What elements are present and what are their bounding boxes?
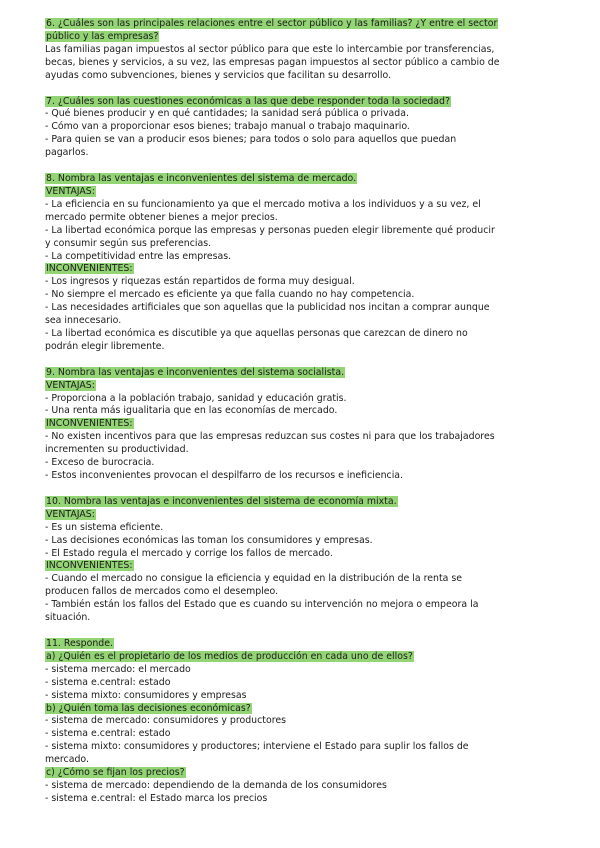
body-text-line: - No existen incentivos para que las empresas reduzcan sus costes ni para que los trabajadores <box>45 431 495 443</box>
highlight-text: VENTAJAS: <box>46 379 95 391</box>
highlighted-heading-line <box>45 638 553 651</box>
highlighted-heading-line <box>45 703 553 716</box>
question-section <box>45 638 553 806</box>
body-text-line: - sistema e.central: estado <box>45 676 171 688</box>
highlighted-heading-line <box>45 509 553 522</box>
body-text-line: - Para quien se van a producir esos bienes; para todos o solo para aquellos que puedan <box>45 134 457 146</box>
body-text-line: - La libertad económica es discutible ya que aquellas personas que carezcan de dinero no <box>45 327 468 339</box>
body-text-line: - Estos inconvenientes provocan el despilfarro de los recursos e ineficiencia. <box>45 470 404 481</box>
body-text-line: - sistema de mercado: dependiendo de la demanda de los consumidores <box>45 779 387 791</box>
body-text-line: - sistema mixto: consumidores y productores; interviene el Estado para suplir los fallos de <box>45 741 469 753</box>
body-text-line: - Proporciona a la población trabajo, sanidad y educación gratis. <box>45 392 347 404</box>
highlighted-heading-line <box>45 496 553 509</box>
body-text-line: becas, bienes y servicios, a su vez, las empresas pagan impuestos al sector público a cambio de <box>45 56 500 68</box>
body-text-line: sea innecesario. <box>45 315 122 327</box>
question-section <box>45 496 553 625</box>
question-section <box>45 18 553 83</box>
highlight-text: INCONVENIENTES: <box>46 263 133 275</box>
body-text-line: - La libertad económica porque las empresas y personas pueden elegir libremente qué producir <box>45 224 495 236</box>
highlight-text: VENTAJAS: <box>46 508 95 520</box>
body-text-line: - Una renta más igualitaria que en las economías de mercado. <box>45 405 338 417</box>
body-text-line: - sistema de mercado: consumidores y productores <box>45 715 286 727</box>
question-section <box>45 96 553 161</box>
body-text-line: - Los ingresos y riquezas están repartidos de forma muy desigual. <box>45 276 355 288</box>
highlighted-heading-line <box>45 186 553 199</box>
body-text-line: producen fallos de mercados como el desempleo. <box>45 586 279 598</box>
body-text-line: - La competitividad entre las empresas. <box>45 250 232 262</box>
highlight-text: b) ¿Quién toma las decisiones económicas? <box>46 702 251 714</box>
body-text-line: pagarlos. <box>45 147 89 159</box>
highlight-text: 10. Nombra las ventajas e inconvenientes del sistema de economía mixta. <box>46 495 397 507</box>
highlighted-heading-line <box>45 560 553 573</box>
body-text-line: - sistema e.central: estado <box>45 728 171 740</box>
highlighted-heading-line <box>45 380 553 393</box>
highlighted-heading-line <box>45 173 553 186</box>
body-text-line: y consumir según sus preferencias. <box>45 237 212 249</box>
highlight-text: a) ¿Quién es el propietario de los medios de producción en cada uno de ellos? <box>46 650 413 662</box>
highlighted-heading-line <box>45 18 553 31</box>
body-text-line: Las familias pagan impuestos al sector público para que este lo intercambie por transferencias, <box>45 43 495 55</box>
body-text-line: - No siempre el mercado es eficiente ya que falla cuando no hay competencia. <box>45 289 415 301</box>
question-section <box>45 367 553 483</box>
highlighted-heading-line <box>45 96 553 109</box>
highlight-text: INCONVENIENTES: <box>46 560 133 572</box>
highlighted-heading-line <box>45 263 553 276</box>
highlight-text: 8. Nombra las ventajas e inconvenientes del sistema de mercado. <box>46 173 357 185</box>
body-text-line: - Cómo van a proporcionar esos bienes; trabajo manual o trabajo maquinario. <box>45 121 410 133</box>
highlighted-heading-line <box>45 767 553 780</box>
highlighted-heading-line <box>45 367 553 380</box>
body-text-line: mercado permite obtener bienes a mejor precios. <box>45 211 278 223</box>
body-text-line: - También están los fallos del Estado que es cuando su intervención no mejora o empeora la <box>45 599 479 611</box>
body-text-line: - La eficiencia en su funcionamiento ya que el mercado motiva a los individuos y a su vez, el <box>45 198 481 210</box>
body-text-line: situación. <box>45 612 91 624</box>
body-text-line: podrán elegir libremente. <box>45 340 165 352</box>
body-text-line: - El Estado regula el mercado y corrige los fallos de mercado. <box>45 547 333 559</box>
body-text-line: - Las decisiones económicas las toman los consumidores y empresas. <box>45 534 373 546</box>
body-text-line: - Exceso de burocracia. <box>45 457 155 469</box>
highlight-text: c) ¿Cómo se fijan los precios? <box>46 767 185 779</box>
body-text-line: - Es un sistema eficiente. <box>45 521 164 533</box>
highlight-text: VENTAJAS: <box>46 185 95 197</box>
highlight-text: INCONVENIENTES: <box>46 418 133 430</box>
highlighted-heading-line <box>45 651 553 664</box>
highlighted-heading-line <box>45 31 553 44</box>
highlight-text: 11. Responde. <box>46 637 113 649</box>
highlight-text: público y las empresas? <box>46 30 159 42</box>
body-text-line: incrementen su productividad. <box>45 444 189 456</box>
body-text-line: - sistema mercado: el mercado <box>45 663 191 675</box>
body-text-line: mercado. <box>45 754 89 766</box>
highlighted-heading-line <box>45 418 553 431</box>
body-text-line: - sistema e.central: el Estado marca los precios <box>45 792 268 804</box>
highlight-text: 6. ¿Cuáles son las principales relaciones entre el sector público y las familias? ¿Y entre el sector <box>46 18 498 29</box>
body-text-line: - Qué bienes producir y en qué cantidades; la sanidad será pública o privada. <box>45 108 409 120</box>
body-text-line: - Cuando el mercado no consigue la eficiencia y equidad en la distribución de la renta se <box>45 573 463 585</box>
body-text-line: - Las necesidades artificiales que son aquellas que la publicidad nos incitan a comprar aunque <box>45 302 490 314</box>
body-text-line: ayudas como subvenciones, bienes y servicios que facilitan su desarrollo. <box>45 69 392 81</box>
highlight-text: 7. ¿Cuáles son las cuestiones económicas a las que debe responder toda la sociedad? <box>46 95 450 107</box>
body-text-line: - sistema mixto: consumidores y empresas <box>45 689 247 701</box>
question-section <box>45 173 553 354</box>
highlight-text: 9. Nombra las ventajas e inconvenientes del sistema socialista. <box>46 366 345 378</box>
